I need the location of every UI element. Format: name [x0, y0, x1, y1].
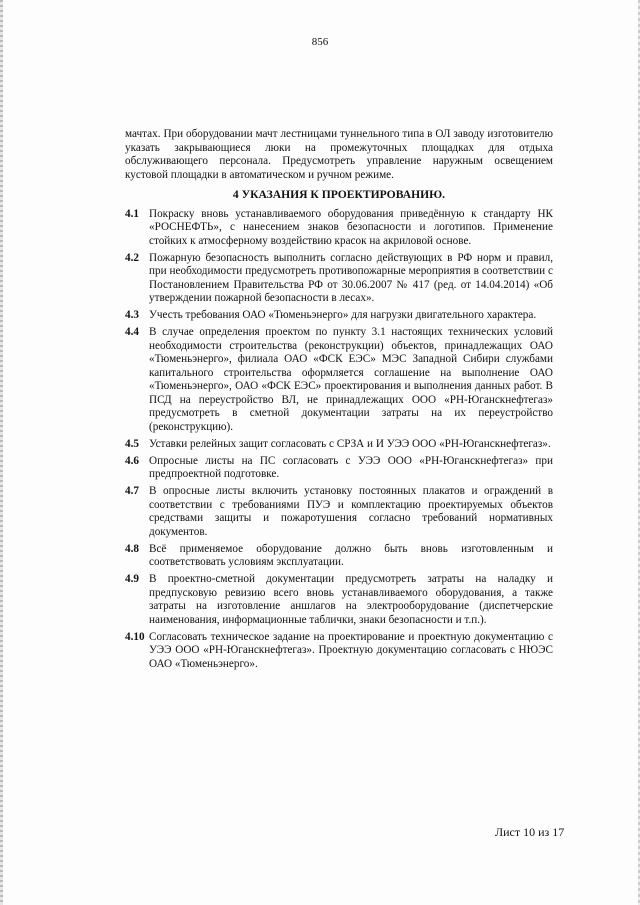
- list-item: [125, 309, 553, 323]
- item-number: 4.10: [125, 630, 145, 643]
- item-number: 4.2: [125, 251, 139, 264]
- item-text: Уставки релейных защит согласовать с СРЗА и И УЭЭ ООО «РН-Юганскнефтегаз».: [149, 437, 551, 450]
- list-item: [125, 573, 553, 627]
- item-number: 4.1: [125, 207, 139, 220]
- item-text: Покраску вновь устанавливаемого оборудования приведённую к стандарту НК «РОСНЕФТЬ», с нанесением знаков безопасности и логотипов. Применение стойких к атмосферному воздействию красок на акриловой основе.: [149, 207, 553, 247]
- item-text: Согласовать техническое задание на проектирование и проектную документацию с УЭЭ ООО «РН-Юганскнефтегаз». Проектную документацию согласовать с НЮЭС ОАО «Тюменьэнерго».: [149, 630, 553, 670]
- list-item: [125, 208, 553, 249]
- item-text: Опросные листы на ПС согласовать с УЭЭ ООО «РН-Юганскнефтегаз» при предпроектной подготовке.: [149, 454, 553, 480]
- item-text: В случае определения проектом по пункту 3.1 настоящих технических условий необходимости строительства (реконструкции) объектов, принадлежащих ОАО «Тюменьэнерго», филиала ОАО «ФСК ЕЭС» МЭС Западной Сибири службами капитального строительства оформляется соглашение на выполнение ОАО «Тюменьэнерго», ОАО «ФСК ЕЭС» проектирования и выполнения данных работ. В ПСД на переустройство ВЛ, не принадлежащих ООО «РН-Юганскнефтегаз» предусмотреть в сметной документации затраты на их переустройство (реконструкцию).: [149, 326, 553, 433]
- item-number: 4.7: [125, 485, 139, 497]
- list-item: [125, 543, 553, 570]
- page-number: 856: [311, 36, 329, 48]
- item-number: 4.4: [125, 326, 139, 338]
- list-item: [125, 326, 553, 434]
- item-text: В проектно-сметной документации предусмотреть затраты на наладку и предпусковую ревизию всего вновь устанавливаемого оборудования, а также затраты на изготовление аншлагов на электрооборудование (диспетчерские наименования, информационные таблички, знаки безопасности и т.п.).: [149, 573, 553, 626]
- item-text: Всё применяемое оборудование должно быть вновь изготовленным и соответствовать условиям эксплуатации.: [149, 542, 553, 568]
- sheet-counter: Лист 10 из 17: [495, 825, 565, 839]
- list-item: [125, 485, 553, 539]
- item-text: Учесть требования ОАО «Тюменьэнерго» для нагрузки двигательного характера.: [149, 309, 537, 321]
- section-heading: 4 УКАЗАНИЯ К ПРОЕКТИРОВАНИЮ.: [232, 188, 446, 201]
- intro-paragraph: мачтах. При оборудовании мачт лестницами туннельного типа в ОЛ заводу изготовителю указать закрывающиеся люки на промежуточных площадках для отдыха обслуживающего персонала. Предусмотреть управление наружным освещением кустовой площадки в автоматическом и ручном режиме.: [125, 128, 553, 181]
- list-item: [125, 455, 553, 482]
- item-number: 4.3: [125, 309, 139, 321]
- item-number: 4.5: [125, 437, 139, 450]
- list-item: [125, 252, 553, 306]
- list-item: [125, 438, 553, 452]
- item-number: 4.9: [125, 573, 139, 585]
- item-text: Пожарную безопасность выполнить согласно действующих в РФ норм и правил, при необходимости предусмотреть противопожарные мероприятия в соответствии с Постановлением Правительства РФ от 30.06.2007 № 417 (ред. от 14.04.2014) «Об утверждении пожарной безопасности в лесах».: [149, 251, 553, 304]
- document-body: [125, 128, 553, 675]
- item-text: В опросные листы включить установку постоянных плакатов и ограждений в соответствии с требованиями ПУЭ и комплектацию проектируемых объектов средствами защиты и пожаротушения согласно требований нормативных документов.: [149, 485, 553, 538]
- item-number: 4.8: [125, 542, 139, 555]
- list-item: [125, 631, 553, 672]
- item-number: 4.6: [125, 454, 139, 467]
- scan-edge-left: [0, 0, 3, 905]
